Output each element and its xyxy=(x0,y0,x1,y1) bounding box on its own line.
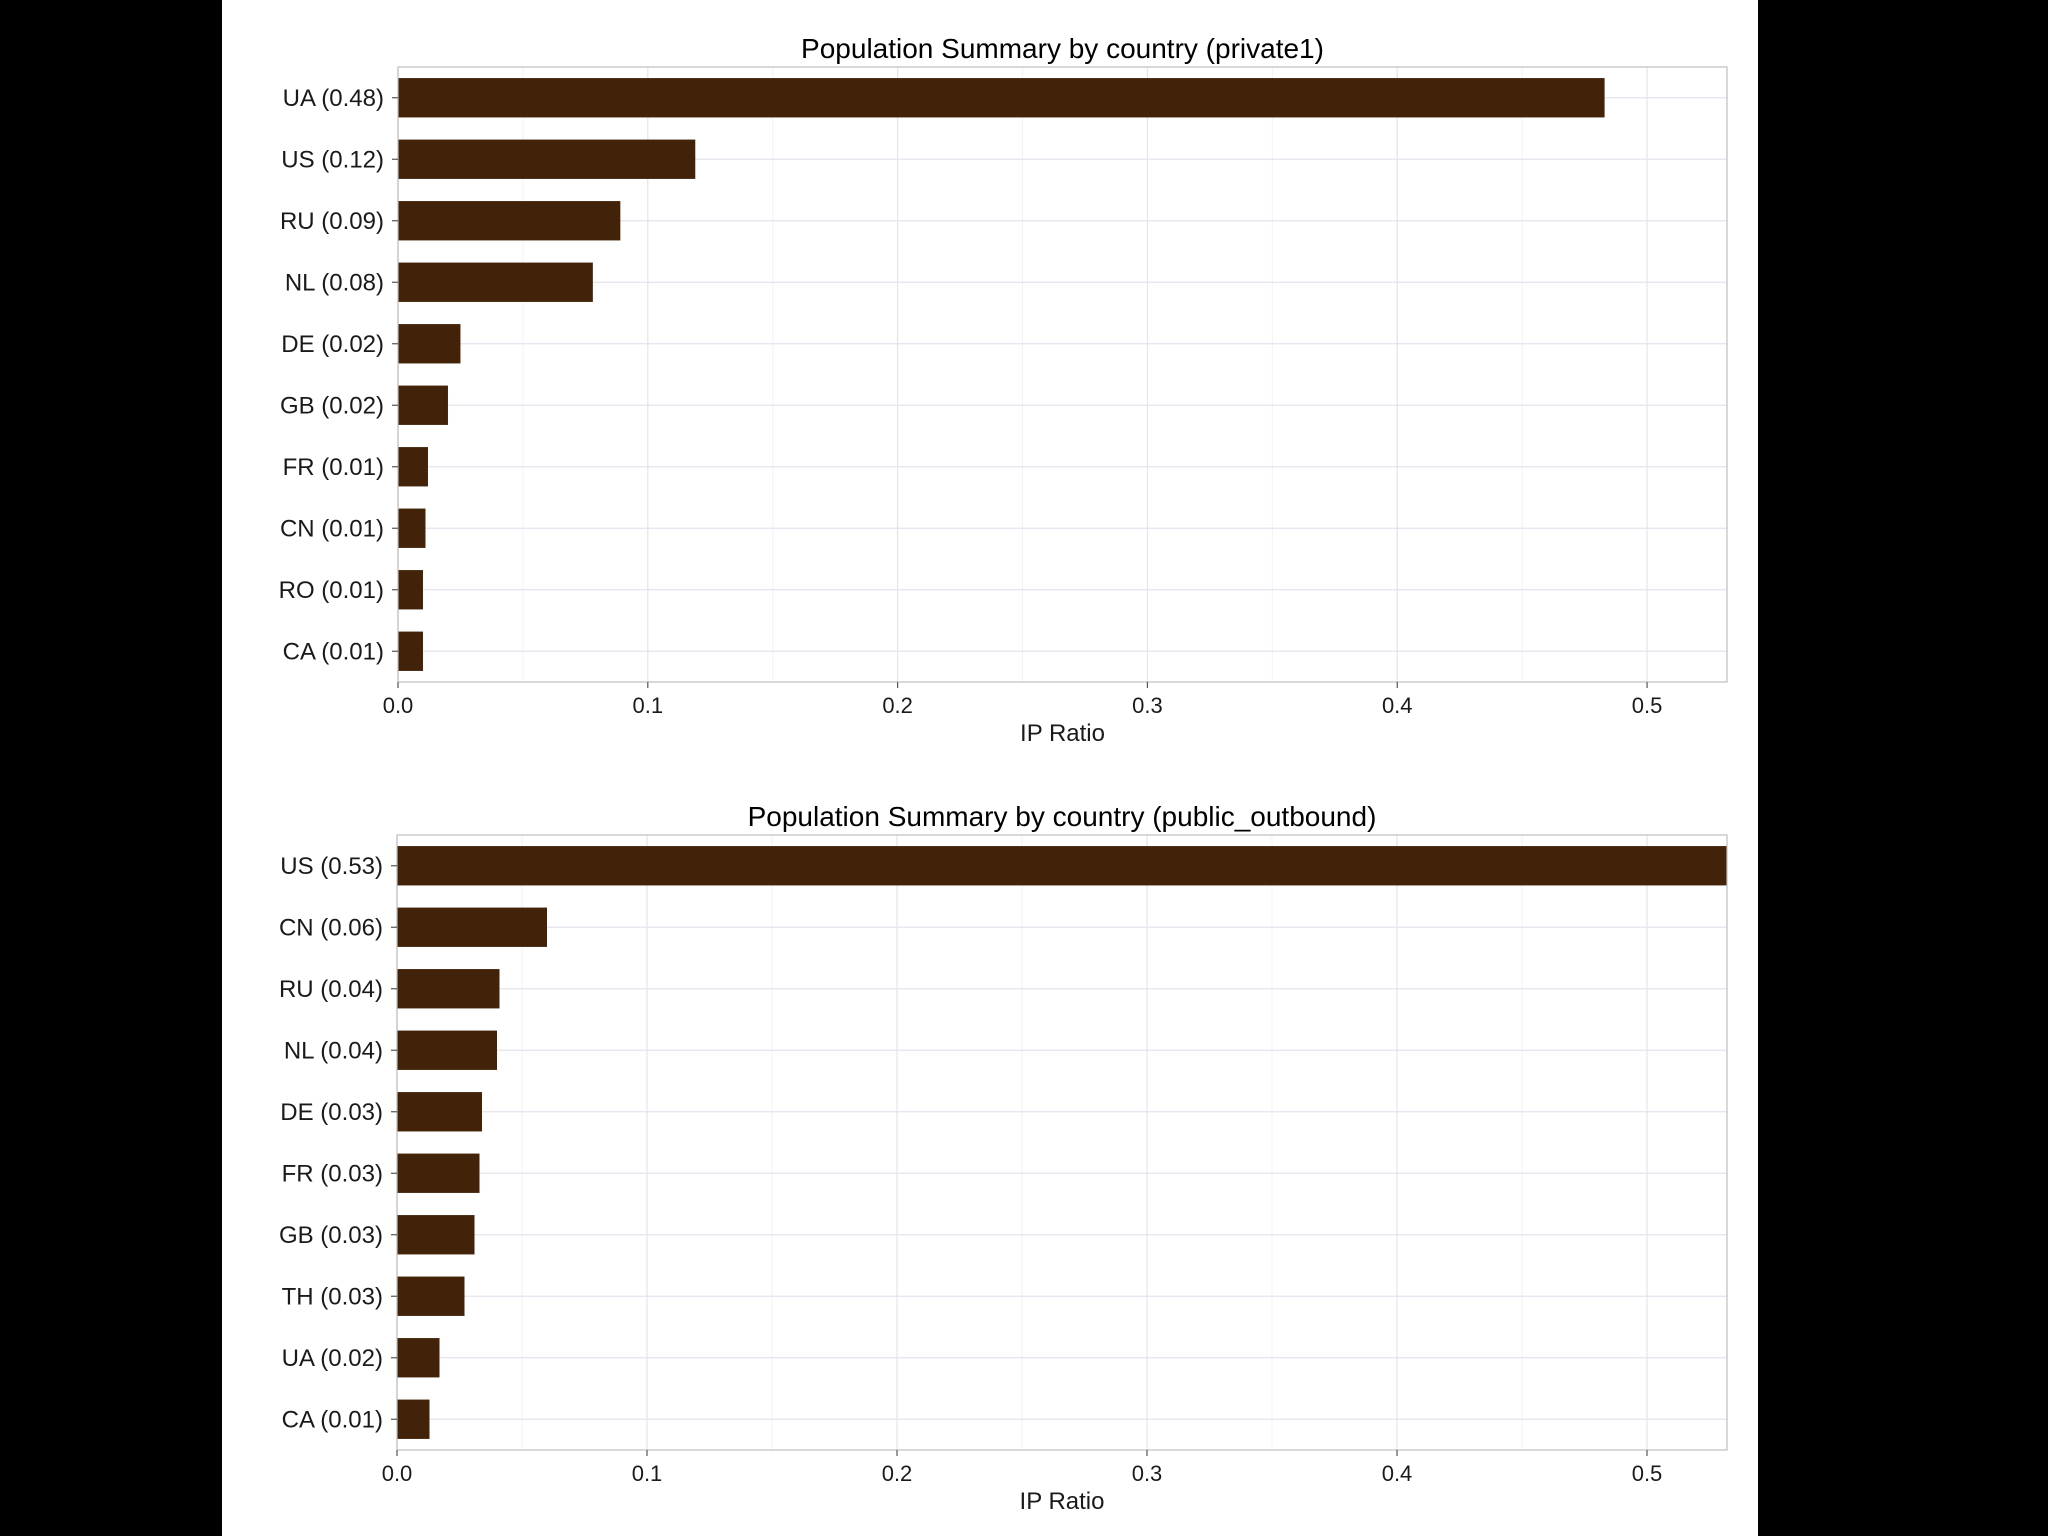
chart-figure xyxy=(222,0,1758,1536)
x-tick-label: 0.4 xyxy=(1381,693,1413,718)
chart-panel-2 xyxy=(279,801,1727,1515)
bar xyxy=(398,447,428,486)
bar xyxy=(397,1031,497,1070)
bar xyxy=(397,846,1727,885)
chart-title: Population Summary by country (public_outbound) xyxy=(747,801,1377,832)
bar xyxy=(398,570,423,609)
y-tick-label: UA (0.02) xyxy=(281,1344,383,1372)
bar xyxy=(397,1215,475,1254)
bar xyxy=(397,1154,480,1193)
y-tick-label: UA (0.48) xyxy=(282,84,384,112)
bar xyxy=(398,632,423,671)
x-tick-label: 0.5 xyxy=(1631,693,1663,718)
y-tick-label: US (0.12) xyxy=(281,146,384,174)
bar xyxy=(398,263,593,302)
bar xyxy=(397,969,500,1008)
x-tick-label: 0.4 xyxy=(1381,1461,1413,1486)
x-tick-label: 0.2 xyxy=(882,693,913,718)
y-tick-label: CA (0.01) xyxy=(281,1406,383,1434)
y-tick-label: RU (0.09) xyxy=(279,207,384,235)
bar xyxy=(397,1277,465,1316)
bar xyxy=(398,509,425,548)
y-tick-label: CA (0.01) xyxy=(282,638,384,666)
y-tick-label: NL (0.08) xyxy=(284,269,384,297)
x-axis-label: IP Ratio xyxy=(1019,1488,1105,1515)
y-tick-label: US (0.53) xyxy=(280,852,383,880)
y-tick-label: CN (0.06) xyxy=(278,914,383,942)
y-tick-label: DE (0.02) xyxy=(281,330,384,358)
bar xyxy=(397,1092,482,1131)
y-tick-label: FR (0.01) xyxy=(282,453,384,481)
y-tick-label: RO (0.01) xyxy=(278,576,384,604)
bar xyxy=(398,78,1605,117)
bar xyxy=(397,1338,440,1377)
bar xyxy=(398,324,460,363)
x-tick-label: 0.0 xyxy=(382,693,414,718)
x-tick-label: 0.3 xyxy=(1131,1461,1163,1486)
y-tick-label: GB (0.03) xyxy=(278,1221,383,1249)
x-tick-label: 0.3 xyxy=(1132,693,1163,718)
y-tick-label: NL (0.04) xyxy=(283,1037,383,1065)
x-tick-label: 0.0 xyxy=(381,1461,413,1486)
x-tick-label: 0.5 xyxy=(1631,1461,1663,1486)
bar xyxy=(397,1400,430,1439)
y-tick-label: FR (0.03) xyxy=(281,1160,383,1188)
y-tick-label: DE (0.03) xyxy=(280,1098,383,1126)
x-axis-label: IP Ratio xyxy=(1020,720,1105,747)
x-tick-label: 0.2 xyxy=(881,1461,913,1486)
chart-panel-1 xyxy=(279,33,1727,747)
chart-title: Population Summary by country (private1) xyxy=(801,33,1324,64)
y-tick-label: TH (0.03) xyxy=(281,1283,383,1311)
figure-canvas xyxy=(222,0,1758,1536)
x-tick-label: 0.1 xyxy=(632,693,664,718)
y-tick-label: RU (0.04) xyxy=(278,975,383,1003)
bar xyxy=(398,201,620,240)
x-tick-label: 0.1 xyxy=(631,1461,663,1486)
bar xyxy=(397,908,547,947)
bar xyxy=(398,140,695,179)
bar xyxy=(398,386,448,425)
y-tick-label: CN (0.01) xyxy=(279,515,384,543)
y-tick-label: GB (0.02) xyxy=(279,392,384,420)
